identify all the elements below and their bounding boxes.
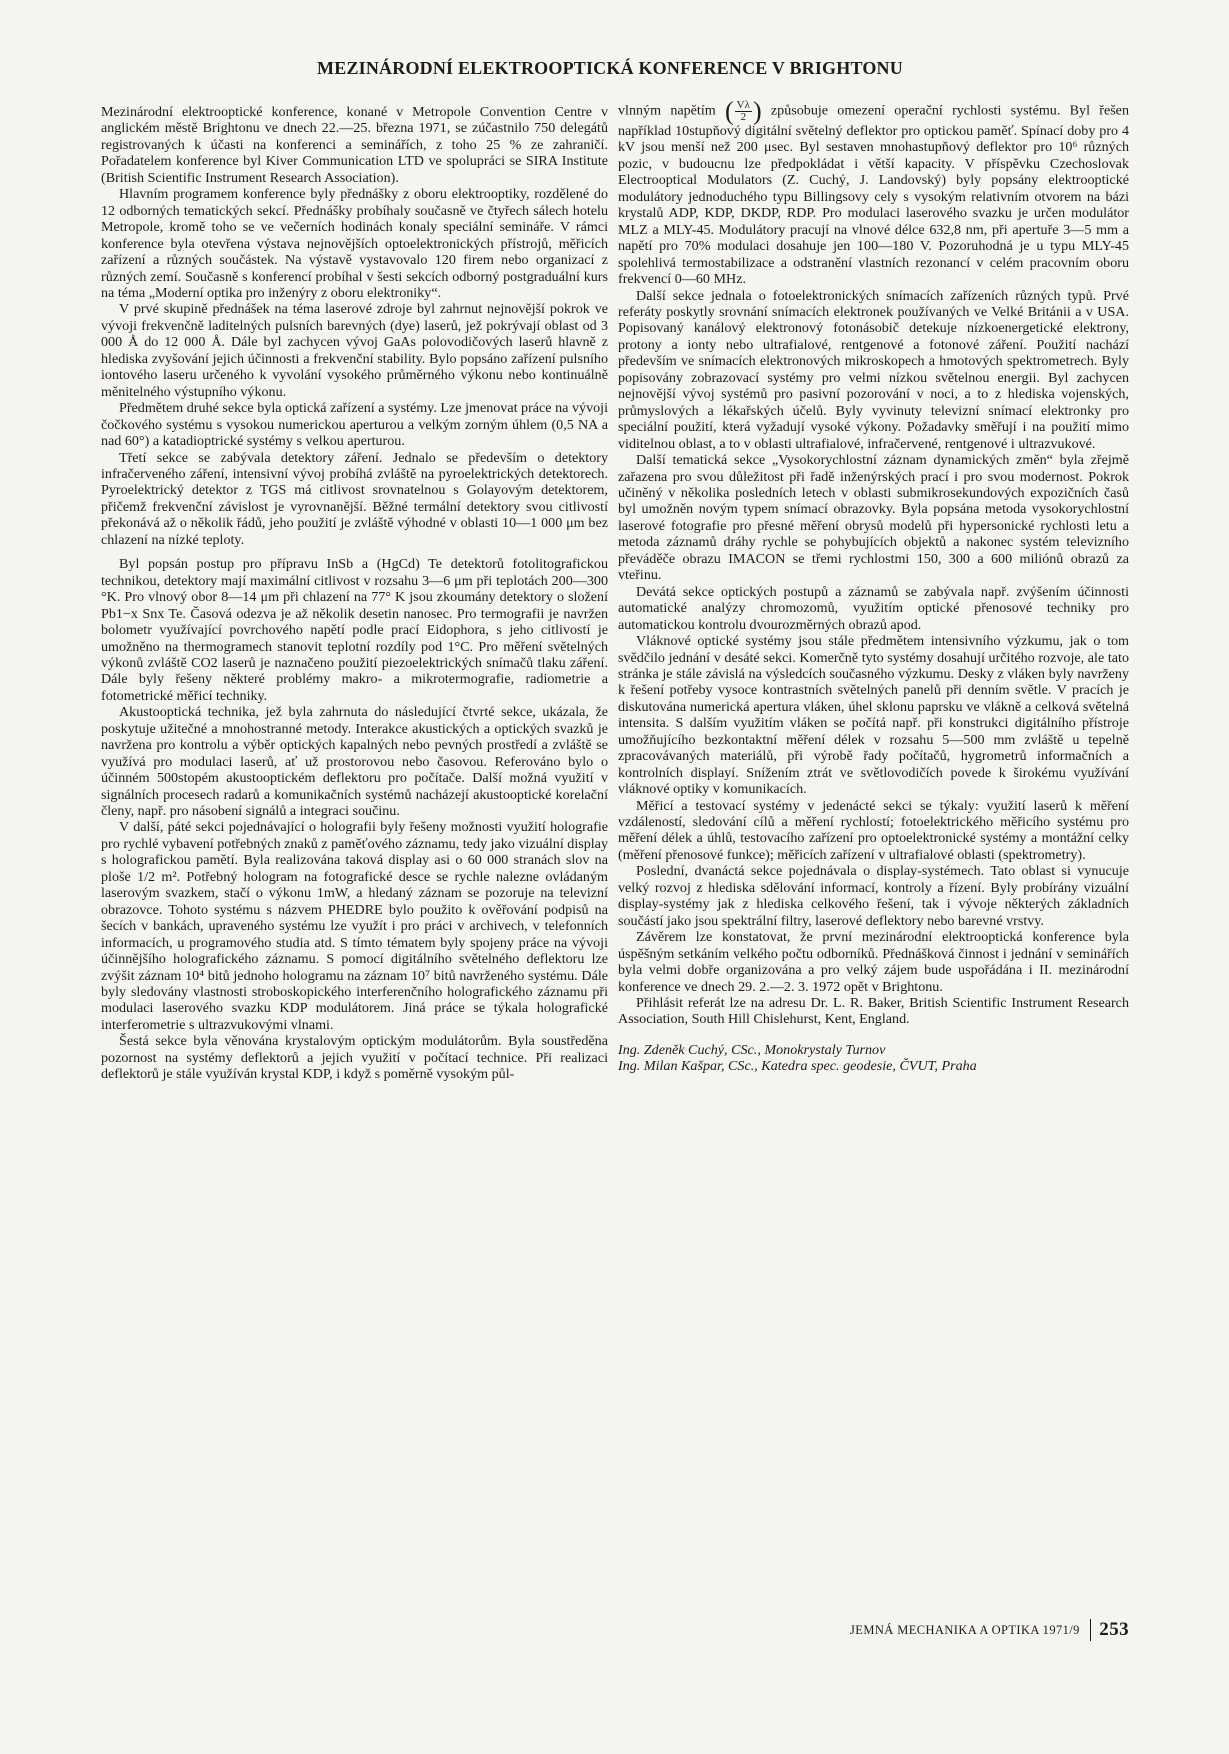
formula-denominator: 2 xyxy=(740,111,747,123)
formula-open-paren: ( xyxy=(725,96,734,126)
paragraph: Další tematická sekce „Vysokorychlostní záznam dynamických změn“ byla zřejmě zařazena pro svou důležitost při řadě inženýrských prací i pro svou modernost. Pokrok učiněný v několika posledních letech v oblasti submikrosekundových expozičních časů byl umožněn novým typem snímací obrazovky. Byla popsána metoda vysokorychlostní laserové fotografie pro přesné měření obrysů modelů při hypersonické rychlosti letu a metoda záznamů dráhy rychle se pohybujících objektů a nakonec systém televizního převáděče obrazu IMACON se třemi rychlostmi 150, 300 a 600 miliónů obrazů za vteřinu. xyxy=(618,452,1129,584)
text-run: vlnným napětím xyxy=(618,102,716,119)
page-number: 253 xyxy=(1099,1619,1129,1640)
article-title: MEZINÁRODNÍ ELEKTROOPTICKÁ KONFERENCE V BRIGHTONU xyxy=(317,58,903,78)
paragraph: V prvé skupině přednášek na téma laserové zdroje byl zahrnut nejnovější pokrok ve vývoji frekvenčně laditelných pulsních barevných (dye) laserů, jež pokrývají oblast od 3 000 Å do 12 000 Å. Dále byl zachycen vývoj GaAs polovodičových laserů hlavně z hlediska zvyšování jejich účinnosti a frekvenční stability. Bylo popsáno zařízení pulsního iontového laseru určeného k vyvolání vysokého průměrného výkonu nebo kontinuálně měnitelného výstupního výkonu. xyxy=(101,301,608,400)
paragraph: Poslední, dvanáctá sekce pojednávala o display-systémech. Tato oblast si vynucuje velký rozvoj z hlediska sdělování informací, kontroly a řízení. Byly probírány vizuální display-systémy jak z hlediska celkového řešení, tak i vývoje některých základních součástí jako jsou spektrální filtry, laserové deflektory nebo barevné vrstvy. xyxy=(618,863,1129,929)
left-column xyxy=(101,104,608,1083)
paragraph: Přihlásit referát lze na adresu Dr. L. R. Baker, British Scientific Instrument Research Association, South Hill Chislehurst, Kent, England. xyxy=(618,995,1129,1028)
paragraph: Měřicí a testovací systémy v jedenácté sekci se týkaly: využití laserů k měření vzdáleností, sledování cílů a měření rychlostí; fotoelektrického měřicího systému pro měření délek a úhlů, testovacího zařízení pro optoelektronické systémy a montážní celky (měření přenosové funkce); měřicích zařízení v ultrafialové oblasti (spektrometry). xyxy=(618,797,1129,863)
paragraph: V další, páté sekci pojednávající o holografii byly řešeny možnosti využití holografie pro rychlé vybavení potřebných znaků z paměťového záznamu, tedy jako vizuální display s holografickou pamětí. Byla realizována taková display asi o 60 000 stranách slov na ploše 1/2 m². Potřebný hologram na fotografické desce se rychle nalezne ovládaným laserovým svazkem, stačí o výkonu 1mW, a hledaný záznam se pozoruje na televizní obrazovce. Tohoto systému s názvem PHEDRE bylo použito k ověřování podpisů na šecích v bankách, upraveného systému lze využít i pro práci v archivech, v telefonních informacích, u programového studia atd. S tímto tématem byly spojeny práce na vývoji účinnějšího holografického záznamu. S pomocí digitálního světelného deflektoru lze zvýšit záznam 10⁴ bitů jednoho hologramu na záznam 10⁷ bitů navrženého systému. Dále byly sledovány vlastnosti stroboskopického interferenčního holografického záznamu při modulaci laserového svazku KDP modulátorem. Jiná práce se týkala holografické interferometrie s ultrazvukovými vlnami. xyxy=(101,819,608,1033)
paragraph: Další sekce jednala o fotoelektronických snímacích zařízeních různých typů. Prvé referáty poskytly srovnání snímacích elektronek používaných ve Velké Británii a v USA. Popisovaný kanálový elektronový fotonásobič detekuje nízkoenergetické elektrony, protony a ionty nebo ultrafialové, rentgenové a fotonové záření. Použití nachází především ve snímacích elektronových mikroskopech a hmotových spektrometrech. Byly popisovány zobrazovací systémy pro velmi nízkou světelnou energii. Byl zachycen nejnovější vývoj systémů pro pasivní pozorování v noci, a to z hlediska vojenských, průmyslových a lékařských účelů. Byly vyvinuty televizní snímací elektronky pro speciální použití, která vyžadují vysoké výkony. Požadavky směřují i na použití mimo viditelnou oblast, a to v oblasti ultrafialové, infračervené, rentgenové i ultrazvukové. xyxy=(618,287,1129,452)
paragraph xyxy=(618,96,1129,288)
paragraph: Devátá sekce optických postupů a záznamů se zabývala např. zvýšením účinnosti automatické analýzy chromozomů, využitím optické přenosové techniky pro automatickou kontrolu dvourozměrných obrazů apod. xyxy=(618,583,1129,633)
paragraph: Byl popsán postup pro přípravu InSb a (HgCd) Te detektorů fotolitografickou technikou, detektory mají maximální citlivost v rozsahu 3—6 μm při teplotách 200—300 °K. Pro vlnový obor 8—14 μm při chlazení na 77° K jsou zkoumány detektory o složení Pb1−x Snx Te. Časová odezva je až několik desetin nanosec. Pro termografii je navržen bolometr využívající povrchového napětí podle prací Eidophora, s jeho citlivostí je umožněno na thermogramech stanovit teplotní rozdíly pod 1°C. Pro měření světelných výkonů zvláště CO2 laserů je naznačeno použití piezoelektrických snímačů tlaku záření. Dále byly řešeny některé problémy makro- a mikrotermografie, radiometrie a fotometrické měřicí techniky. xyxy=(101,556,608,704)
paragraph: Předmětem druhé sekce byla optická zařízení a systémy. Lze jmenovat práce na vývoji čočkového systému s vysokou numerickou aperturou a velkým zorným úhlem (0,5 NA a nad 60°) a katadioptrické systémy s velkou aperturou. xyxy=(101,400,608,450)
journal-name: JEMNÁ MECHANIKA A OPTIKA 1971/9 xyxy=(850,1622,1080,1637)
footer-divider xyxy=(1090,1619,1092,1641)
author-line: Ing. Milan Kašpar, CSc., Katedra spec. geodesie, ČVUT, Praha xyxy=(618,1058,977,1075)
paragraph: Akustooptická technika, jež byla zahrnuta do následující čtvrté sekce, ukázala, že poskytuje užitečné a mnohostranné metody. Interakce akustických a optických svazků je navržena pro kontrolu a výběr optických kapalných nebo pevných prostředí a zvláště se využívá pro modulaci laserů, ať už prostorovou nebo časovou. Referováno bylo o účinném 500stopém akustooptickém deflektoru pro počítače. Další možná využití v signálních procesech radarů a komunikačních systémů nacházejí akustooptické korelační členy, např. pro násobení signálů a integraci součinu. xyxy=(101,704,608,820)
author-line: Ing. Zdeněk Cuchý, CSc., Monokrystaly Turnov xyxy=(618,1041,886,1058)
paragraph: Vláknové optické systémy jsou stále předmětem intensivního výzkumu, jak o tom svědčilo jednání v desáté sekci. Komerčně tyto systémy dosahují určitého rozvoje, ale tato stránka je stále závislá na výsledcích současného výzkumu. Desky z vláken byly navrženy k řešení potřeby vysoce kontrastních světelných panelů při denním světle. V pracích je diskutována numerická apertura vláken, úhel sklonu paprsku ve vlákně a celková světelná intensita. S dalším využitím vláken se počítá např. při konstrukci digitálního přístroje umožňujícího bezkontaktní měření délek v rozsahu 5—500 mm zvláště u tepelně zpracovávaných materiálů, při výrobě řady počítačů, hygrometrů informačních a kontrolních displayí. Snížením ztrát ve světlovodičích povede k širokému využívání vláknové optiky v komunikacích. xyxy=(618,633,1129,798)
paragraph: Mezinárodní elektrooptické konference, konané v Metropole Convention Centre v anglickém městě Brightonu ve dnech 22.—25. března 1971, se zúčastnilo 750 delegátů registrovaných k účasti na konferenci a seminářích, z toho 25 % ze zahraničí. Pořadatelem konference byl Kiver Communication LTD ve spolupráci se SIRA Institute (British Scientific Instrument Research Association). xyxy=(101,104,608,186)
formula-numerator: Vλ xyxy=(736,99,750,111)
paragraph: Třetí sekce se zabývala detektory záření. Jednalo se především o detektory infračerveného záření, intensivní vývoj probíhá zvláště na pyroelektrických detektorech. Pyroelektrický detektor z TGS má citlivost srovnatelnou s Golayovým detektorem, přičemž frekvenční závislost je vyrovnanější. Běžné termální detektory svou citlivostí překonává až o několik řádů, jeho použití je zvláště výhodné v oblasti 10—1 000 μm bez chlazení na nízké teploty. xyxy=(101,449,608,548)
text-run: způsobuje omezení operační rychlosti systému. Byl řešen například 10stupňový digitální světelný deflektor pro optickou paměť. Spínací doby pro 4 kV jsou menší než 200 μsec. Byl sestaven mnohastupňový deflektor pro 10⁶ různých pozic, v budoucnu lze předpokládat i větší kapacity. V příspěvku Czechoslovak Electrooptical Modulators (Z. Cuchý, J. Landovský) byly popsány elektrooptické modulátory jednoduchého typu Billingsovy cely s vysokým relativním otvorem na bázi krystalů ADP, KDP, DKDP, RDP. Pro modulaci laserového svazku je určen modulátor MLZ a MLY-45. Modulátory pracují na vlnové délce 632,8 nm, při apertuře 3—5 mm a napětí pro 70% modulaci dosahuje jen 100—180 V. Pozoruhodná je u typu MLY-45 spolehlivá termostabilizace a odstranění vlastních rezonancí v celém pracovním oboru frekvencí 0—60 MHz. xyxy=(618,102,1129,288)
paragraph: Šestá sekce byla věnována krystalovým optickým modulátorům. Byla soustředěna pozornost na systémy deflektorů a jejich využití v počítací technice. Při realizaci deflektorů je stále využíván krystal KDP, i když s poměrně vysokým půl- xyxy=(101,1033,608,1083)
formula-fraction xyxy=(735,100,752,123)
right-column xyxy=(618,96,1129,1075)
paragraph: Závěrem lze konstatovat, že první mezinárodní elektrooptická konference byla úspěšným setkáním velkého počtu odborníků. Přednášková činnost i jednání v seminářích byla velmi dobře organizována a pro velký zájem bude uspořádána i II. mezinárodní konference ve dnech 29. 2.—2. 3. 1972 opět v Brightonu. xyxy=(618,929,1129,995)
formula-close-paren: ) xyxy=(752,96,762,126)
author-block xyxy=(618,1042,1129,1075)
paragraph: Hlavním programem konference byly přednášky z oboru elektrooptiky, rozdělené do 12 odborných tematických sekcí. Přednášky probíhaly současně ve čtyřech sálech hotelu Metropole, kromě toho se ve večerních hodinách konaly speciální semináře. V rámci konference byla otevřena výstava nejnovějších optoelektronických přístrojů, měřicích zařízení a různých součástek. Na výstavě vystavovalo 120 firem nebo organizací z různých zemí. Současně s konferencí probíhal v šesti sekcích odborný postgraduální kurs na téma „Moderní optika pro inženýry z oboru elektroniky“. xyxy=(101,186,608,301)
page-footer xyxy=(789,1619,1129,1641)
